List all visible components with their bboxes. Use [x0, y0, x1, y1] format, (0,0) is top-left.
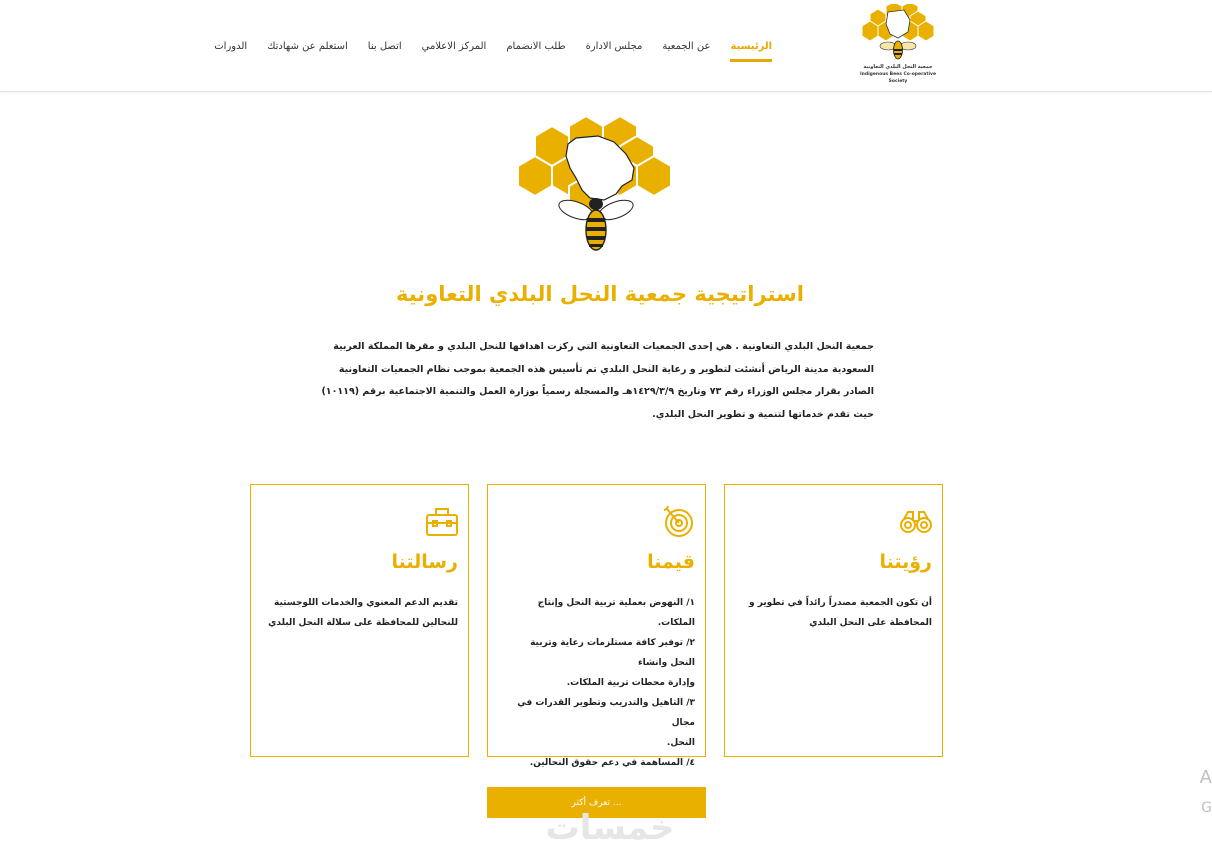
watermark: خمسات — [545, 808, 675, 848]
values-line: النحل. — [666, 738, 695, 748]
nav-item-courses[interactable]: الدورات — [214, 41, 248, 52]
values-card — [487, 484, 706, 768]
intro-paragraph: جمعية النحل البلدي التعاونية . هي إحدى الجمعيات التعاونية التي ركزت اهدافها للنحل البلدي و مقرها المملكة العربية السعودية مدينة الرياض أنشئت لتطوير و رعاية النحل البلدي تم تأسيس هذه الجمعية بموجب نظام الجمعيات التعاونية الصادر بقرار مجلس الوزراء رقم ٧٣ وتاريخ ١٤٢٩/٣/٩هـ والمسجلة رسمياً بوزارة العمل والتنمية الاجتماعية برقم (١٠١١٩) حيث تقدم خدماتها لتنمية و تطوير النحل البلدي. — [321, 341, 874, 420]
mission-title: رسالتنا — [391, 551, 458, 573]
nav-item-media[interactable]: المركز الاعلامي — [421, 41, 487, 52]
toolbox-icon — [424, 503, 460, 539]
learn-more-button[interactable]: تعرف أكثر ... — [487, 787, 706, 818]
binoculars-icon — [898, 503, 934, 539]
edge-letter-g: G — [1201, 800, 1212, 816]
nav-item-about[interactable]: عن الجمعية — [662, 41, 711, 52]
vision-body — [742, 593, 932, 633]
values-line: ٤/ المساهمة في دعم حقوق النحالين. — [529, 758, 695, 768]
logo-caption-arabic: جمعية النحل البلدي التعاونية — [863, 64, 933, 70]
nav-item-board[interactable]: مجلس الادارة — [585, 41, 643, 52]
nav-item-join[interactable]: طلب الانضمام — [506, 41, 566, 52]
vision-line: أن تكون الجمعية مصدراً رائداً في تطوير و — [748, 598, 932, 608]
mission-line: تقديم الدعم المعنوي والخدمات اللوجستية — [273, 598, 458, 608]
vision-line: المحافظة على النحل البلدي — [809, 618, 932, 628]
vision-card — [724, 484, 943, 757]
logo-caption — [852, 64, 944, 85]
nav-item-home[interactable]: الرئيسية — [720, 40, 782, 54]
values-line: ١/ النهوض بعملية تربية النحل وإنتاج الملكات. — [537, 598, 695, 628]
nav-item-contact[interactable]: اتصل بنا — [367, 41, 402, 52]
mission-card — [250, 484, 469, 757]
mission-body — [268, 593, 458, 633]
main-nav — [204, 40, 782, 54]
mission-line: للنحالين للمحافظة على سلالة النحل البلدي — [268, 618, 458, 628]
target-icon — [661, 503, 697, 539]
values-body — [505, 593, 695, 773]
values-line: ٣/ التاهيل والتدريب وتطوير القدرات في مجال — [517, 698, 695, 728]
site-header — [0, 0, 1212, 92]
values-line: وإدارة محطات تربية الملكات. — [566, 678, 695, 688]
nav-item-certificate[interactable]: استعلم عن شهادتك — [267, 41, 348, 52]
values-title: قيمنا — [647, 551, 695, 573]
edge-letter-a: A — [1199, 767, 1212, 788]
vision-title: رؤيتنا — [879, 551, 932, 573]
hero-bee-logo — [516, 114, 676, 254]
values-line: ٢/ توفير كافة مستلزمات رعاية وتربية النحل وانشاء — [530, 638, 695, 668]
page-title: استراتيجية جمعية النحل البلدي التعاونية — [396, 282, 804, 306]
logo-caption-english: Indigenous Bees Co-operative Society — [860, 72, 936, 84]
